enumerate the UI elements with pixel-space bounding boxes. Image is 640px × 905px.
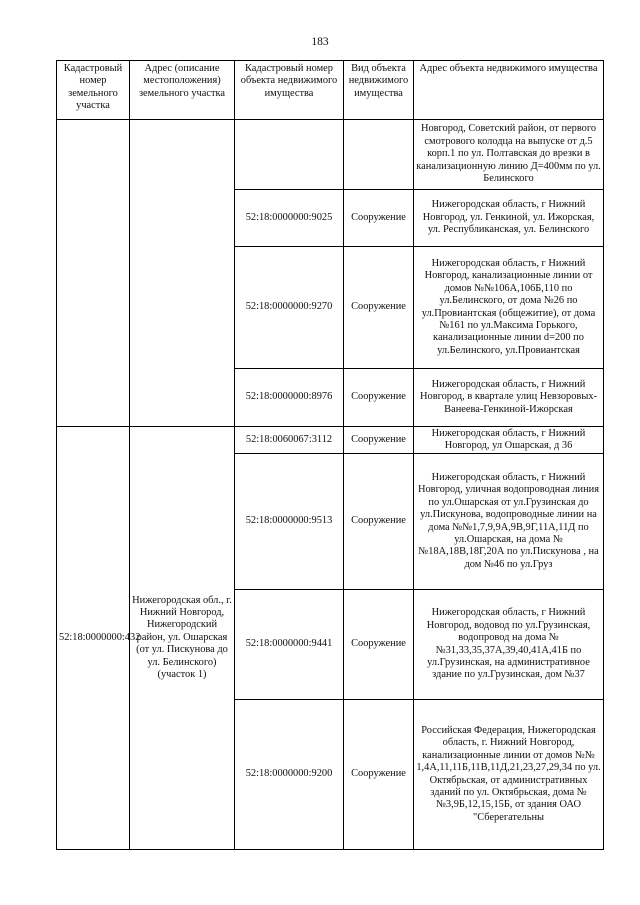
object-kind — [344, 120, 414, 190]
table-row — [57, 120, 604, 190]
land-cadastral-cell-continued — [57, 120, 130, 427]
object-kind: Сооружение — [344, 247, 414, 369]
land-address-cell-continued — [130, 120, 235, 427]
object-kind: Сооружение — [344, 590, 414, 700]
object-address: Российская Федерация, Нижегородская область, г. Нижний Новгород, канализационные линии от домов №№ 1,4А,11,11Б,11В,11Д,21,23,27,29,34 по ул. Октябрьская, от административных зданий по ул. Октябрьская, дома №№3,9Б,12,15,15Б, от здания ОАО "Сберегательны — [414, 700, 604, 850]
object-address: Нижегородская область, г Нижний Новгород, в квартале улиц Невзоровых-Ванеева-Генкиной-Ижорская — [414, 369, 604, 427]
table-header-row — [57, 61, 604, 120]
object-kind: Сооружение — [344, 190, 414, 247]
object-address: Новгород, Советский район, от первого смотрового колодца на выпуске от д.5 корп.1 по ул. Полтавская до врезки в канализационную линию Д=400мм по ул. Белинского — [414, 120, 604, 190]
land-cadastral-cell: 52:18:0000000:432 — [57, 427, 130, 850]
header-land-cadastral: Кадастровый номер земельного участка — [57, 61, 130, 120]
header-object-address: Адрес объекта недвижимого имущества — [414, 61, 604, 120]
land-address-cell: Нижегородская обл., г. Нижний Новгород, Нижегородский район, ул. Ошарская (от ул. Пискунова до ул. Белинского) (участок 1) — [130, 427, 235, 850]
object-kind: Сооружение — [344, 427, 414, 454]
object-kind: Сооружение — [344, 454, 414, 590]
object-cadastral: 52:18:0000000:9200 — [235, 700, 344, 850]
registry-table — [56, 60, 604, 850]
object-address: Нижегородская область, г Нижний Новгород, ул. Генкиной, ул. Ижорская, ул. Республиканская, ул. Белинского — [414, 190, 604, 247]
page-number: 183 — [311, 36, 329, 48]
object-kind: Сооружение — [344, 700, 414, 850]
object-address: Нижегородская область, г Нижний Новгород, канализационные линии от домов №№106А,106Б,110 по ул.Белинского, от дома №26 по ул.Провиантская (общежитие), от дома №161 по ул.Максима Горького, канализационные линии d=200 по ул.Белинского, ул.Провиантская — [414, 247, 604, 369]
header-object-cadastral: Кадастровый номер объекта недвижимого имущества — [235, 61, 344, 120]
object-address: Нижегородская область, г Нижний Новгород, уличная водопроводная линия по ул.Ошарская от ул.Грузинская до ул.Пискунова, водопроводные линии на дома №№1,7,9,9А,9В,9Г,11А,11Д по ул.Ошарская, на дома №№18А,18В,18Г,20А по ул.Пискунова , на дом №46 по ул.Груз — [414, 454, 604, 590]
object-cadastral: 52:18:0060067:3112 — [235, 427, 344, 454]
header-object-kind: Вид объекта недвижимого имущества — [344, 61, 414, 120]
object-cadastral — [235, 120, 344, 190]
object-cadastral: 52:18:0000000:9270 — [235, 247, 344, 369]
object-address: Нижегородская область, г Нижний Новгород, водовод по ул.Грузинская, водопровод на дома №№31,33,35,37А,39,40,41А,41Б по ул.Грузинская, на административное здание по ул.Грузинская, дом №37 — [414, 590, 604, 700]
object-cadastral: 52:18:0000000:9025 — [235, 190, 344, 247]
object-cadastral: 52:18:0000000:9441 — [235, 590, 344, 700]
object-address: Нижегородская область, г Нижний Новгород, ул Ошарская, д 36 — [414, 427, 604, 454]
object-kind: Сооружение — [344, 369, 414, 427]
object-cadastral: 52:18:0000000:9513 — [235, 454, 344, 590]
table-row — [57, 427, 604, 454]
object-cadastral: 52:18:0000000:8976 — [235, 369, 344, 427]
header-land-address: Адрес (описание местоположения) земельного участка — [130, 61, 235, 120]
